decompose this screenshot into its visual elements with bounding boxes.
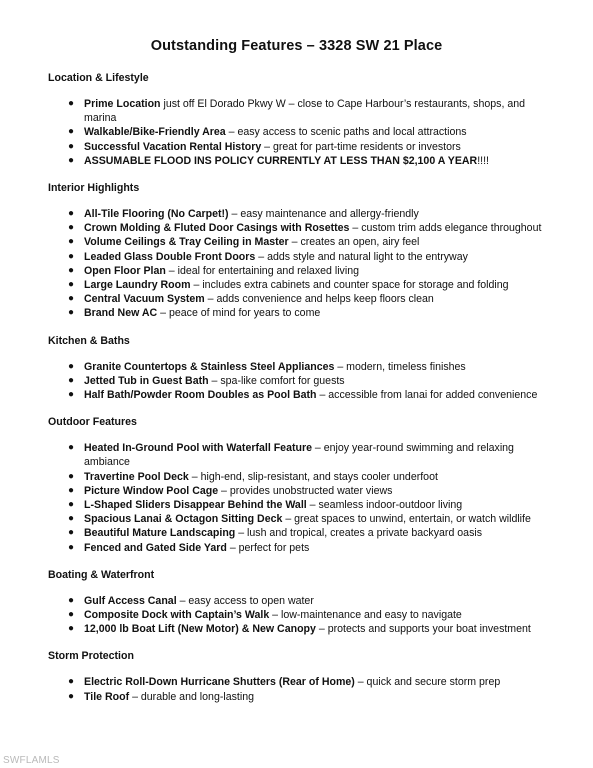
bullet-icon: ● [68, 264, 75, 276]
list-item [68, 374, 545, 388]
bullet-icon: ● [68, 154, 75, 166]
bullet-icon: ● [68, 374, 75, 386]
list-item [68, 541, 545, 555]
feature-name: ASSUMABLE FLOOD INS POLICY CURRENTLY AT LESS THAN $2,100 A YEAR [84, 154, 478, 167]
feature-description: – great spaces to unwind, entertain, or watch wildlife [282, 513, 531, 526]
feature-sections [48, 72, 545, 704]
section-heading: Location & Lifestyle [48, 72, 149, 84]
list-item [68, 125, 545, 139]
feature-name: L-Shaped Sliders Disappear Behind the Wall [84, 499, 307, 512]
feature-description: – lush and tropical, creates a private backyard oasis [235, 527, 483, 540]
bullet-icon: ● [68, 279, 75, 291]
feature-name: Volume Ceilings & Tray Ceiling in Master [84, 236, 289, 249]
bullet-icon: ● [68, 470, 75, 482]
feature-name: Central Vacuum System [84, 293, 205, 306]
bullet-icon: ● [68, 222, 75, 234]
list-item [68, 207, 545, 221]
feature-list [48, 675, 545, 703]
feature-description: – includes extra cabinets and counter space for storage and folding [190, 279, 509, 292]
bullet-icon: ● [68, 594, 75, 606]
bullet-icon: ● [68, 609, 75, 621]
feature-section [48, 650, 545, 703]
feature-name: Walkable/Bike-Friendly Area [84, 126, 226, 139]
bullet-icon: ● [68, 208, 75, 220]
feature-name: Travertine Pool Deck [84, 470, 189, 483]
feature-description: – peace of mind for years to come [157, 307, 321, 320]
list-item [68, 470, 545, 484]
bullet-icon: ● [68, 442, 75, 454]
feature-list [48, 441, 545, 555]
feature-name: 12,000 lb Boat Lift (New Motor) & New Canopy [84, 623, 316, 636]
bullet-icon: ● [68, 236, 75, 248]
mls-watermark: SWFLAMLS [3, 755, 60, 766]
feature-description: – perfect for pets [226, 541, 310, 554]
feature-description: – enjoy year-round swimming and relaxing ambiance [84, 442, 514, 469]
feature-list [48, 207, 545, 321]
feature-description: – high-end, slip-resistant, and stays cooler underfoot [188, 470, 438, 483]
bullet-icon: ● [68, 140, 75, 152]
feature-name: Fenced and Gated Side Yard [84, 541, 227, 554]
feature-list [48, 360, 545, 403]
section-heading: Storm Protection [48, 650, 134, 663]
feature-description: – low-maintenance and easy to navigate [269, 609, 462, 622]
bullet-icon: ● [68, 484, 75, 496]
bullet-icon: ● [68, 98, 75, 109]
list-item [68, 526, 545, 540]
feature-description: – durable and long-lasting [129, 690, 254, 703]
feature-section [48, 182, 545, 321]
bullet-icon: ● [68, 676, 75, 688]
list-item [68, 221, 545, 235]
feature-name: Granite Countertops & Stainless Steel Appliances [84, 360, 335, 373]
section-heading: Interior Highlights [48, 182, 140, 195]
list-item [68, 484, 545, 498]
feature-description: – adds style and natural light to the entryway [255, 250, 468, 263]
bullet-icon: ● [68, 690, 75, 702]
list-item [68, 97, 545, 125]
list-item [68, 388, 545, 402]
feature-description: – ideal for entertaining and relaxed living [165, 264, 359, 277]
list-item [68, 235, 545, 249]
feature-description: – easy access to open water [176, 594, 314, 607]
feature-description: – provides unobstructed water views [218, 484, 393, 497]
bullet-icon: ● [68, 307, 75, 319]
feature-name: Jetted Tub in Guest Bath [84, 374, 209, 387]
feature-name: Beautiful Mature Landscaping [84, 527, 236, 540]
bullet-icon: ● [68, 389, 75, 401]
feature-description: – easy maintenance and allergy-friendly [228, 208, 419, 221]
feature-name: Heated In-Ground Pool with Waterfall Feature [84, 442, 312, 455]
feature-description: – spa-like comfort for guests [208, 374, 345, 387]
feature-description: !!!! [477, 154, 489, 167]
feature-name: Tile Roof [84, 690, 130, 703]
list-item [68, 608, 545, 622]
feature-description: – modern, timeless finishes [334, 360, 466, 373]
feature-name: Large Laundry Room [84, 279, 191, 292]
list-item [68, 292, 545, 306]
list-item [68, 154, 545, 168]
feature-description: – custom trim adds elegance throughout [349, 222, 542, 235]
bullet-icon: ● [68, 541, 75, 553]
bullet-icon: ● [68, 499, 75, 511]
feature-name: Picture Window Pool Cage [84, 484, 219, 497]
feature-section [48, 72, 545, 168]
feature-name: Gulf Access Canal [84, 594, 177, 607]
bullet-icon: ● [68, 250, 75, 262]
section-heading: Boating & Waterfront [48, 568, 155, 581]
feature-description: – great for part-time residents or investors [261, 140, 461, 153]
feature-name: Prime Location [84, 98, 161, 110]
list-item [68, 278, 545, 292]
section-heading: Kitchen & Baths [48, 334, 130, 347]
feature-name: Successful Vacation Rental History [84, 140, 262, 153]
feature-description: – protects and supports your boat investment [315, 623, 531, 636]
list-item [68, 675, 545, 689]
feature-name: Spacious Lanai & Octagon Sitting Deck [84, 513, 283, 526]
bullet-icon: ● [68, 293, 75, 305]
feature-description: – easy access to scenic paths and local attractions [225, 126, 467, 139]
section-heading: Outdoor Features [48, 416, 137, 429]
feature-section [48, 335, 545, 403]
feature-description: just off El Dorado Pkwy W – close to Cape Harbour’s restaurants, shops, and marina [84, 98, 526, 125]
bullet-icon: ● [68, 360, 75, 372]
feature-description: – seamless indoor-outdoor living [306, 499, 463, 512]
list-item [68, 360, 545, 374]
list-item [68, 498, 545, 512]
list-item [68, 622, 545, 636]
feature-name: Brand New AC [84, 307, 158, 320]
feature-description: – quick and secure storm prep [354, 676, 501, 689]
feature-name: All-Tile Flooring (No Carpet!) [84, 208, 229, 221]
bullet-icon: ● [68, 527, 75, 539]
list-item [68, 140, 545, 154]
feature-description: – accessible from lanai for added convenience [316, 389, 538, 402]
page-title: Outstanding Features – 3328 SW 21 Place [150, 38, 443, 54]
list-item [68, 594, 545, 608]
bullet-icon: ● [68, 513, 75, 525]
feature-name: Crown Molding & Fluted Door Casings with Rosettes [84, 222, 350, 235]
feature-name: Leaded Glass Double Front Doors [84, 250, 256, 263]
list-item [68, 512, 545, 526]
feature-description: – adds convenience and helps keep floors clean [204, 293, 434, 306]
feature-name: Open Floor Plan [84, 264, 166, 277]
feature-name: Electric Roll-Down Hurricane Shutters (Rear of Home) [84, 676, 355, 689]
feature-section [48, 416, 545, 555]
bullet-icon: ● [68, 126, 75, 138]
feature-name: Half Bath/Powder Room Doubles as Pool Bath [84, 389, 317, 402]
list-item [68, 690, 545, 704]
list-item [68, 264, 545, 278]
bullet-icon: ● [68, 623, 75, 635]
feature-list [48, 97, 545, 168]
list-item [68, 250, 545, 264]
feature-description: – creates an open, airy feel [288, 236, 420, 249]
feature-name: Composite Dock with Captain’s Walk [84, 609, 270, 622]
list-item [68, 441, 545, 469]
feature-section [48, 569, 545, 637]
feature-list [48, 594, 545, 637]
list-item [68, 306, 545, 320]
